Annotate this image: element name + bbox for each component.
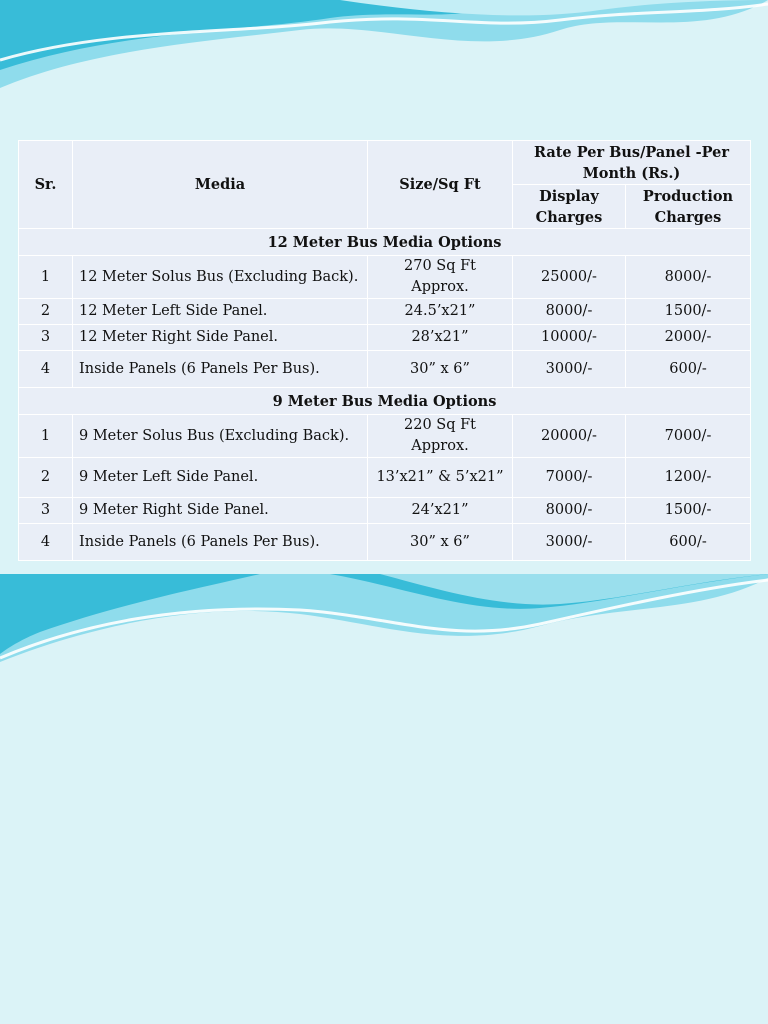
table-row <box>19 256 751 299</box>
cell-sr: 2 <box>19 458 73 498</box>
header-rate: Rate Per Bus/Panel -Per Month (Rs.) <box>513 141 751 185</box>
cell-sr: 4 <box>19 351 73 388</box>
header-media: Media <box>73 141 368 229</box>
table-row <box>19 458 751 498</box>
section-title: 12 Meter Bus Media Options <box>19 229 751 256</box>
cell-media: Inside Panels (6 Panels Per Bus). <box>73 524 368 561</box>
cell-media: 12 Meter Right Side Panel. <box>73 325 368 351</box>
table-row <box>19 351 751 388</box>
cell-size: 270 Sq Ft Approx. <box>368 256 513 299</box>
table-row <box>19 299 751 325</box>
header-size: Size/Sq Ft <box>368 141 513 229</box>
cell-sr: 3 <box>19 325 73 351</box>
cell-size: 28’x21” <box>368 325 513 351</box>
cell-production: 1500/- <box>626 299 751 325</box>
decorative-wave-top <box>0 0 768 95</box>
cell-size: 30” x 6” <box>368 351 513 388</box>
section-row <box>19 388 751 415</box>
cell-size: 13’x21” & 5’x21” <box>368 458 513 498</box>
cell-media: 9 Meter Left Side Panel. <box>73 458 368 498</box>
cell-size: 24’x21” <box>368 498 513 524</box>
table-row <box>19 498 751 524</box>
header-production-charges: Production Charges <box>626 185 751 229</box>
cell-size: 30” x 6” <box>368 524 513 561</box>
bus-media-rate-table <box>18 140 751 561</box>
cell-production: 600/- <box>626 524 751 561</box>
cell-production: 2000/- <box>626 325 751 351</box>
cell-sr: 4 <box>19 524 73 561</box>
cell-media: 9 Meter Solus Bus (Excluding Back). <box>73 415 368 458</box>
header-display-charges: Display Charges <box>513 185 626 229</box>
cell-production: 1500/- <box>626 498 751 524</box>
section-title: 9 Meter Bus Media Options <box>19 388 751 415</box>
cell-display: 25000/- <box>513 256 626 299</box>
cell-media: 12 Meter Left Side Panel. <box>73 299 368 325</box>
cell-display: 20000/- <box>513 415 626 458</box>
cell-display: 3000/- <box>513 524 626 561</box>
header-sr: Sr. <box>19 141 73 229</box>
section-row <box>19 229 751 256</box>
table-row <box>19 415 751 458</box>
cell-production: 1200/- <box>626 458 751 498</box>
cell-sr: 2 <box>19 299 73 325</box>
cell-sr: 1 <box>19 415 73 458</box>
cell-display: 8000/- <box>513 299 626 325</box>
cell-display: 3000/- <box>513 351 626 388</box>
table-row <box>19 524 751 561</box>
decorative-wave-bottom <box>0 574 768 666</box>
table-row <box>19 325 751 351</box>
cell-size: 220 Sq Ft Approx. <box>368 415 513 458</box>
cell-media: 9 Meter Right Side Panel. <box>73 498 368 524</box>
cell-display: 8000/- <box>513 498 626 524</box>
cell-production: 8000/- <box>626 256 751 299</box>
cell-sr: 3 <box>19 498 73 524</box>
cell-production: 7000/- <box>626 415 751 458</box>
cell-media: 12 Meter Solus Bus (Excluding Back). <box>73 256 368 299</box>
cell-size: 24.5’x21” <box>368 299 513 325</box>
cell-sr: 1 <box>19 256 73 299</box>
cell-media: Inside Panels (6 Panels Per Bus). <box>73 351 368 388</box>
cell-production: 600/- <box>626 351 751 388</box>
cell-display: 10000/- <box>513 325 626 351</box>
cell-display: 7000/- <box>513 458 626 498</box>
